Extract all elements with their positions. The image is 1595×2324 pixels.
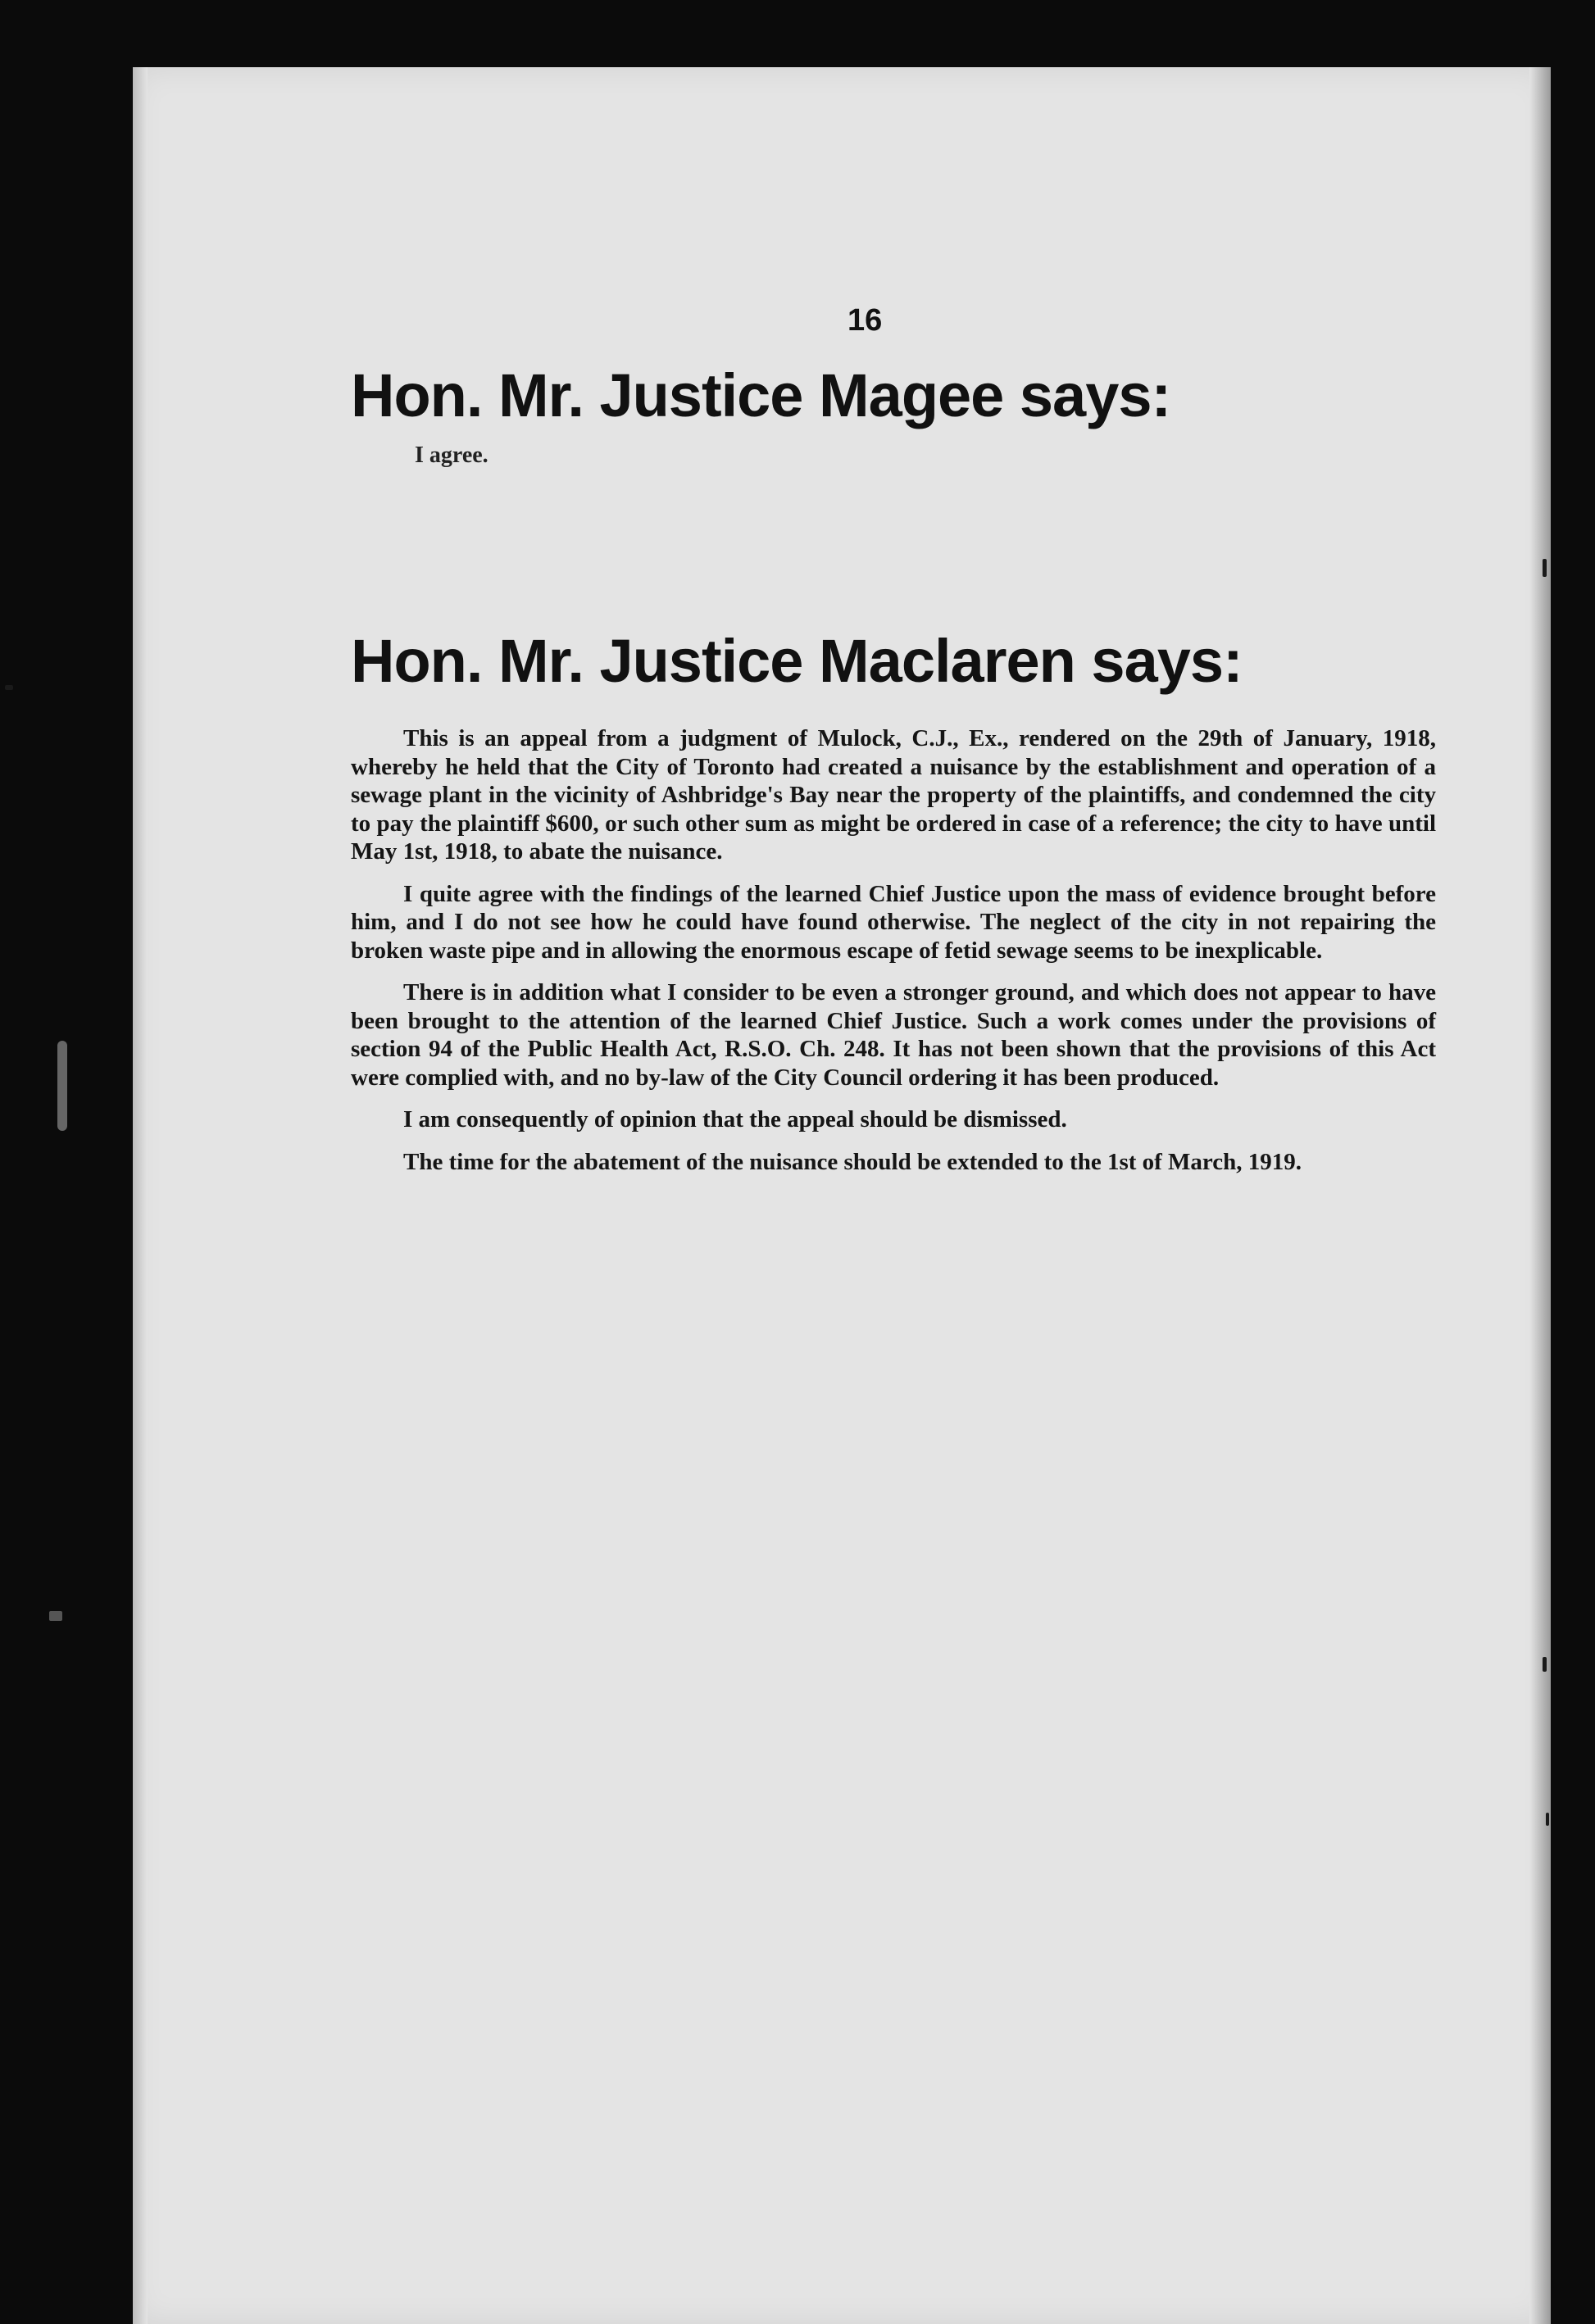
- scan-speck: [1546, 1813, 1549, 1826]
- maclaren-judgment-text: [351, 724, 1436, 1190]
- magee-statement: I agree.: [415, 443, 488, 468]
- section-heading-maclaren: Hon. Mr. Justice Maclaren says:: [351, 627, 1243, 695]
- paragraph-abatement: The time for the abatement of the nuisance should be extended to the 1st of March, 1919.: [403, 1148, 1302, 1175]
- page-number: 16: [847, 303, 883, 338]
- page-right-edge: [1529, 67, 1551, 2324]
- paragraph-appeal: This is an appeal from a judgment of Mulock, C.J., Ex., rendered on the 29th of January, 1918, whereby he held that the City of Toronto had created a nuisance by the establishment and operation of a sewage plant in the vicinity of Ashbridge's Bay near the property of the plaintiffs, and condemned the city to pay the plaintiff $600, or such other sum as might be ordered in case of a reference; the city to have until May 1st, 1918, to abate the nuisance.: [351, 725, 1436, 865]
- scan-speck: [1543, 559, 1547, 577]
- page-left-edge: [133, 67, 148, 2324]
- scan-speck: [1543, 1657, 1547, 1672]
- paragraph-additional-ground: There is in addition what I consider to be even a stronger ground, and which does not appear to have been brought to the attention of the learned Chief Justice. Such a work comes under the provisions of section 94 of the Public Health Act, R.S.O. Ch. 248. It has not been shown that the provisions of this Act were complied with, and no by-law of the City Council ordering it has been produced.: [351, 979, 1436, 1091]
- paragraph-findings: I quite agree with the findings of the learned Chief Justice upon the mass of evidence brought before him, and I do not see how he could have found otherwise. The neglect of the city in not repairing the broken waste pipe and in allowing the enormous escape of fetid sewage seems to be inexplicable.: [351, 880, 1436, 964]
- scan-speck: [49, 1611, 62, 1621]
- paragraph-opinion: I am consequently of opinion that the appeal should be dismissed.: [403, 1106, 1067, 1132]
- scan-speck: [5, 685, 13, 690]
- section-heading-magee: Hon. Mr. Justice Magee says:: [351, 361, 1171, 429]
- document-page: [133, 67, 1551, 2324]
- scan-speck: [57, 1041, 67, 1131]
